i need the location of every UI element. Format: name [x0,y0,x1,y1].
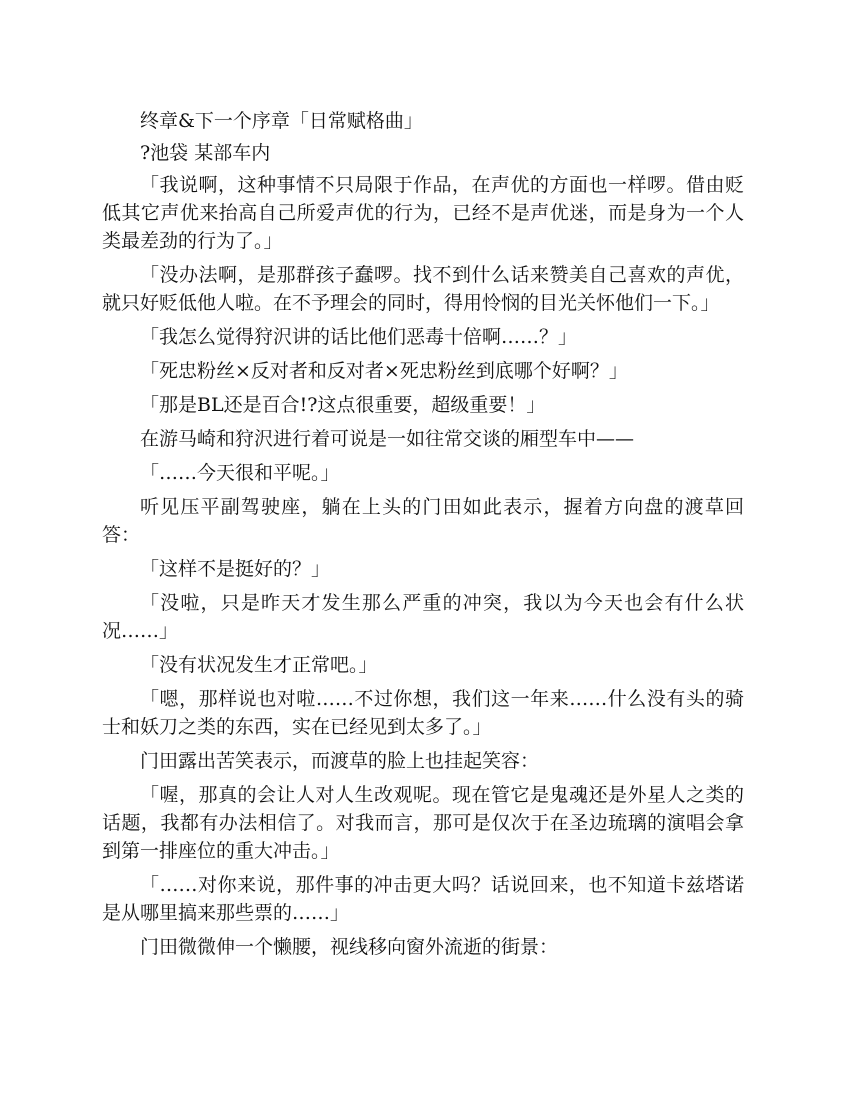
paragraph: 「没有状况发生才正常吧。」 [140,654,378,676]
paragraph: 听见压平副驾驶座，躺在上头的门田如此表示，握着方向盘的渡草回答： [102,496,744,546]
scene-location: ?池袋 某部车内 [140,142,271,164]
paragraph: 「嗯，那样说也对啦……不过你想，我们这一年来……什么没有头的骑士和妖刀之类的东西，实在已经见到太多了。」 [102,688,744,738]
paragraph: 「没办法啊，是那群孩子蠢啰。找不到什么话来赞美自己喜欢的声优，就只好贬低他人啦。在不予理会的同时，得用怜悯的目光关怀他们一下。」 [102,264,744,314]
paragraph: 门田露出苦笑表示，而渡草的脸上也挂起笑容： [140,750,540,772]
chapter-title: 终章&下一个序章「日常赋格曲」 [140,110,423,132]
paragraph: 「没啦，只是昨天才发生那么严重的冲突，我以为今天也会有什么状况……」 [102,592,744,642]
paragraph: 「死忠粉丝×反对者和反对者×死忠粉丝到底哪个好啊？」 [140,360,628,382]
paragraph: 「喔，那真的会让人对人生改观呢。现在管它是鬼魂还是外星人之类的话题，我都有办法相信了。对我而言，那可是仅次于在圣边琉璃的演唱会拿到第一排座位的重大冲击。」 [102,784,744,862]
paragraph: 门田微微伸一个懒腰，视线移向窗外流逝的街景： [140,936,559,958]
paragraph: 在游马崎和狩沢进行着可说是一如往常交谈的厢型车中—— [140,428,635,450]
paragraph: 「那是BL还是百合!?这点很重要，超级重要！」 [140,394,546,416]
paragraph: 「我怎么觉得狩沢讲的话比他们恶毒十倍啊……？」 [140,326,578,348]
paragraph: 「……对你来说，那件事的冲击更大吗？话说回来，也不知道卡兹塔诺是从哪里搞来那些票的……」 [102,874,744,924]
paragraph: 「……今天很和平呢。」 [140,462,340,484]
paragraph: 「这样不是挺好的？」 [140,558,331,580]
document-page [102,107,744,967]
paragraph: 「我说啊，这种事情不只局限于作品，在声优的方面也一样啰。借由贬低其它声优来抬高自己所爱声优的行为，已经不是声优迷，而是身为一个人类最差劲的行为了。」 [102,174,744,252]
